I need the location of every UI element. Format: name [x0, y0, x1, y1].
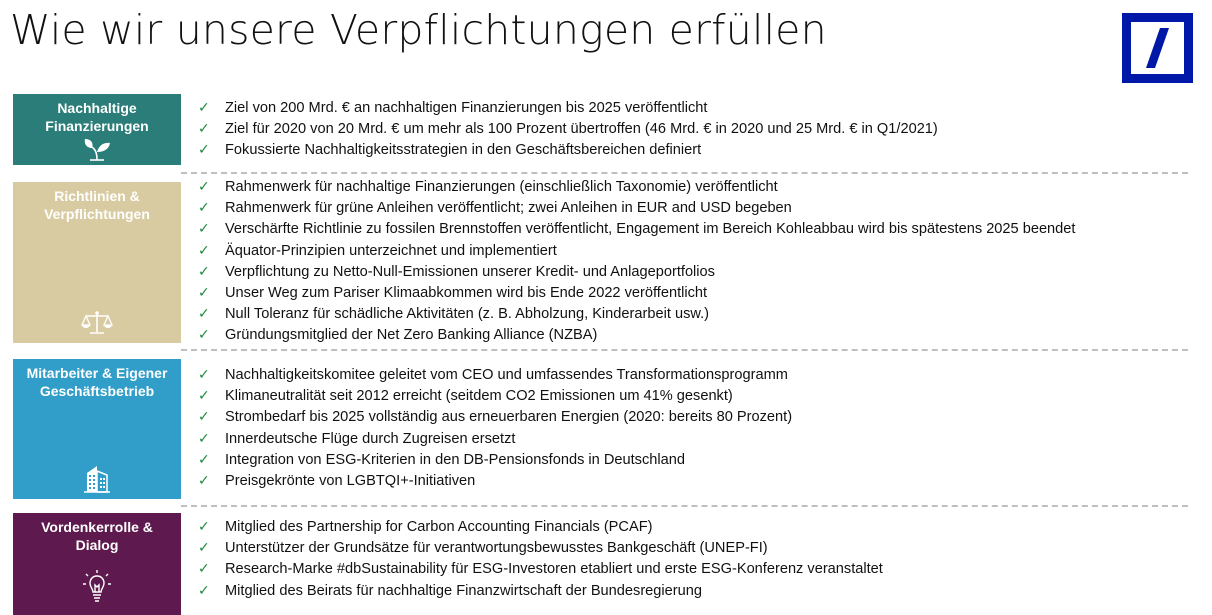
check-icon: ✓ — [198, 560, 210, 577]
list-item: ✓ Unser Weg zum Pariser Klimaabkommen wird bis Ende 2022 veröffentlicht — [198, 283, 708, 301]
check-icon: ✓ — [198, 99, 210, 115]
check-icon: ✓ — [198, 450, 210, 467]
list-item: ✓ Research-Marke #dbSustainability für ESG-Investoren etabliert und erste ESG-Konferenz veranstaltet — [198, 560, 883, 578]
list-item: ✓ Null Toleranz für schädliche Aktivitäten (z. B. Abholzung, Kinderarbeit usw.) — [198, 305, 710, 323]
list-item: ✓ Integration von ESG-Kriterien in den DB-Pensionsfonds in Deutschland — [198, 450, 685, 468]
check-icon: ✓ — [198, 581, 210, 598]
check-icon: ✓ — [198, 539, 210, 556]
section-divider — [181, 172, 1188, 174]
check-icon: ✓ — [198, 262, 210, 279]
list-item: ✓ Klimaneutralität seit 2012 erreicht (seitdem CO2 Emissionen um 41% gesenkt) — [198, 387, 733, 405]
section-label: Nachhaltige Finanzierungen — [45, 100, 149, 134]
list-item: ✓ Innerdeutsche Flüge durch Zugreisen ersetzt — [198, 429, 516, 447]
scales-icon — [13, 310, 181, 336]
check-icon: ✓ — [198, 120, 210, 137]
list-item: ✓ Verpflichtung zu Netto-Null-Emissionen unserer Kredit- und Anlageportfolios — [198, 262, 715, 280]
section-item-list — [198, 97, 938, 161]
list-item: ✓ Mitglied des Partnership for Carbon Accounting Financials (PCAF) — [198, 518, 653, 535]
check-icon: ✓ — [198, 199, 210, 216]
list-item: ✓ Rahmenwerk für grüne Anleihen veröffentlicht; zwei Anleihen in EUR and USD begeben — [198, 199, 792, 217]
section-label-box — [13, 182, 181, 343]
check-icon: ✓ — [198, 283, 210, 300]
section-label-box — [13, 94, 181, 165]
check-icon: ✓ — [198, 305, 210, 322]
building-icon — [13, 463, 181, 493]
check-icon: ✓ — [198, 387, 210, 404]
list-item: ✓ Nachhaltigkeitskomitee geleitet vom CEO und umfassendes Transformationsprogramm — [198, 366, 788, 383]
check-icon: ✓ — [198, 178, 210, 194]
section-label-box — [13, 359, 181, 499]
list-item: ✓ Verschärfte Richtlinie zu fossilen Brennstoffen veröffentlicht, Engagement im Bereich Kohleabbau wird bis spätestens 2025 beendet — [198, 220, 1076, 238]
list-item: ✓ Rahmenwerk für nachhaltige Finanzierungen (einschließlich Taxonomie) veröffentlicht — [198, 178, 778, 195]
check-icon: ✓ — [198, 408, 210, 425]
list-item: ✓ Äquator-Prinzipien unterzeichnet und implementiert — [198, 241, 557, 259]
list-item: ✓ Ziel für 2020 von 20 Mrd. € um mehr als 100 Prozent übertroffen (46 Mrd. € in 2020 und 25 Mrd. € in Q1/2021) — [198, 120, 938, 138]
section-item-list — [198, 364, 792, 491]
check-icon: ✓ — [198, 518, 210, 534]
list-item: ✓ Ziel von 200 Mrd. € an nachhaltigen Finanzierungen bis 2025 veröffentlicht — [198, 99, 708, 116]
check-icon: ✓ — [198, 326, 210, 343]
section-item-list — [198, 516, 883, 601]
list-item: ✓ Fokussierte Nachhaltigkeitsstrategien in den Geschäftsbereichen definiert — [198, 141, 702, 159]
list-item: ✓ Preisgekrönte von LGBTQI+-Initiativen — [198, 471, 476, 489]
section-divider — [181, 505, 1188, 507]
page-title: Wie wir unsere Verpflichtungen erfüllen — [10, 6, 827, 54]
leaf-icon — [13, 136, 181, 162]
list-item: ✓ Strombedarf bis 2025 vollständig aus erneuerbaren Energien (2020: bereits 80 Prozent) — [198, 408, 793, 426]
section-label: Vordenkerrolle & Dialog — [41, 519, 153, 553]
section-item-list — [198, 176, 1075, 346]
deutsche-bank-logo — [1122, 13, 1193, 83]
check-icon: ✓ — [198, 366, 210, 382]
check-icon: ✓ — [198, 241, 210, 258]
check-icon: ✓ — [198, 141, 210, 158]
check-icon: ✓ — [198, 429, 210, 446]
section-label: Richtlinien & Verpflichtungen — [44, 188, 150, 222]
list-item: ✓ Mitglied des Beirats für nachhaltige Finanzwirtschaft der Bundesregierung — [198, 581, 702, 599]
list-item: ✓ Unterstützer der Grundsätze für verantwortungsbewusstes Bankgeschäft (UNEP-FI) — [198, 539, 768, 557]
section-label: Mitarbeiter & Eigener Geschäftsbetrieb — [26, 365, 168, 399]
section-divider — [181, 349, 1188, 351]
lightbulb-icon — [13, 569, 181, 603]
logo-slash-icon — [1122, 13, 1193, 83]
section-label-box — [13, 513, 181, 615]
check-icon: ✓ — [198, 471, 210, 488]
list-item: ✓ Gründungsmitglied der Net Zero Banking Alliance (NZBA) — [198, 326, 598, 344]
check-icon: ✓ — [198, 220, 210, 237]
